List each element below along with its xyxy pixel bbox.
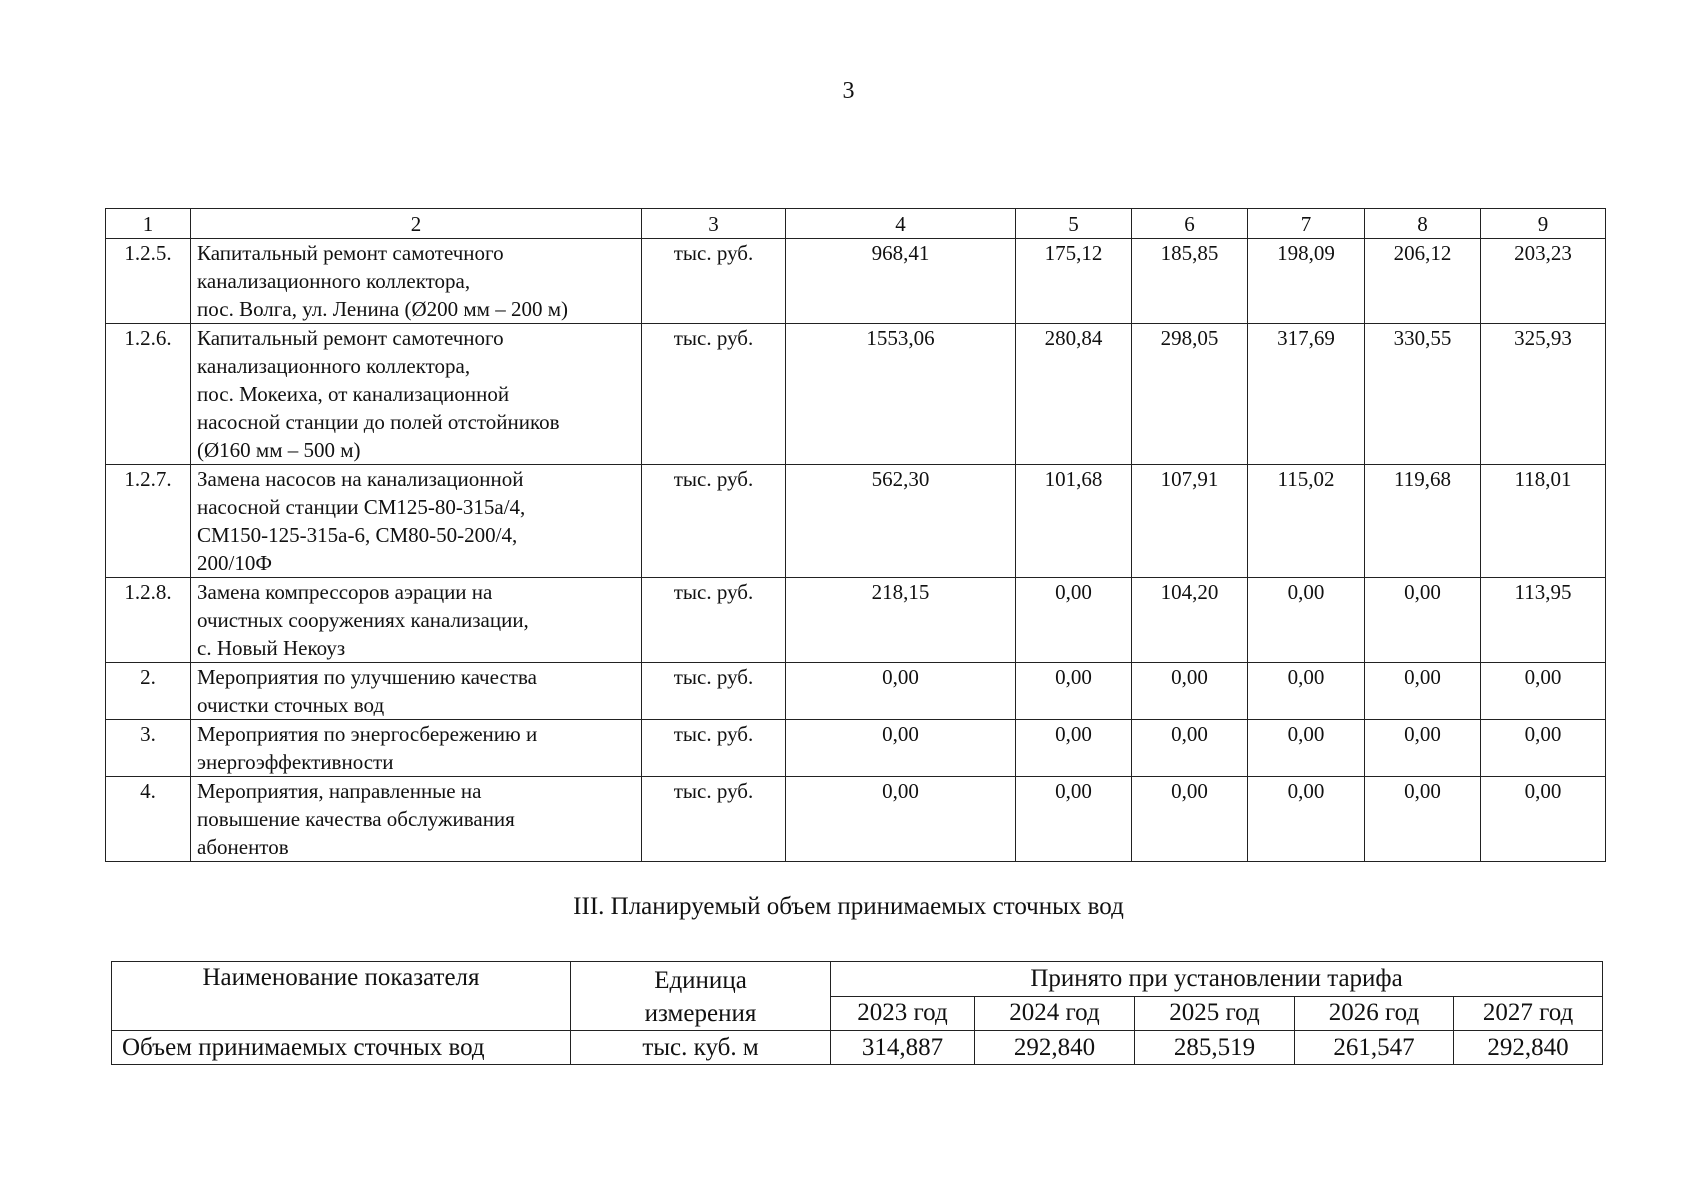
value-cell: 0,00 [1132,720,1248,777]
measure-name-line: с. Новый Некоуз [197,636,346,660]
year-header: 2023 год [831,996,975,1031]
value-cell: 0,00 [1132,777,1248,862]
measure-name-line: абонентов [197,835,289,859]
measure-name-line: энергоэффективности [197,750,394,774]
table-row [106,777,1606,862]
unit-cell: тыс. куб. м [571,1031,831,1065]
value-cell: 101,68 [1016,465,1132,578]
indicator-name: Объем принимаемых сточных вод [112,1031,571,1065]
value-cell: 185,85 [1132,239,1248,324]
measure-name-line: пос. Мокеиха, от канализационной [197,382,510,406]
value-cell: 0,00 [1248,663,1365,720]
unit-cell: тыс. руб. [642,663,786,720]
measure-name-line: Мероприятия по энергосбережению и [197,722,538,746]
value-cell: 113,95 [1481,578,1606,663]
measure-name-line: канализационного коллектора, [197,354,471,378]
value-cell: 104,20 [1132,578,1248,663]
column-number: 4 [786,209,1016,239]
measure-name-line: Мероприятия по улучшению качества [197,665,537,689]
value-cell: 0,00 [1481,720,1606,777]
value-cell: 198,09 [1248,239,1365,324]
value-cell: 292,840 [975,1031,1135,1065]
value-cell: 0,00 [1016,663,1132,720]
row-number: 1.2.6. [106,324,191,465]
page-number: 3 [842,78,855,104]
measure-name-line: насосной станции до полей отстойников [197,410,560,434]
value-cell: 330,55 [1365,324,1481,465]
measure-name [191,578,642,663]
value-cell: 0,00 [1248,777,1365,862]
year-header: 2027 год [1454,996,1603,1031]
value-cell: 0,00 [786,777,1016,862]
measure-name-line: канализационного коллектора, [197,269,471,293]
column-number-row [106,209,1606,239]
measure-name-line: насосной станции СМ125-80-315а/4, [197,495,526,519]
value-cell: 0,00 [1365,777,1481,862]
value-cell: 314,887 [831,1031,975,1065]
value-cell: 0,00 [1365,720,1481,777]
table-row [112,1031,1603,1065]
unit-cell: тыс. руб. [642,720,786,777]
row-number: 2. [106,663,191,720]
measure-name-line: Капитальный ремонт самотечного [197,241,504,265]
measure-name [191,720,642,777]
table-row [106,465,1606,578]
value-cell: 325,93 [1481,324,1606,465]
measure-name-line: очистки сточных вод [197,693,385,717]
column-number: 9 [1481,209,1606,239]
unit-cell: тыс. руб. [642,578,786,663]
column-number: 1 [106,209,191,239]
value-cell: 0,00 [786,720,1016,777]
unit-cell: тыс. руб. [642,465,786,578]
value-cell: 0,00 [1365,578,1481,663]
section-title: III. Планируемый объем принимаемых сточных вод [573,893,1124,920]
unit-cell: тыс. руб. [642,239,786,324]
tariff-group-header: Принято при установлении тарифа [831,962,1603,997]
value-cell: 1553,06 [786,324,1016,465]
measure-name-line: 200/10Ф [197,551,272,575]
column-number: 3 [642,209,786,239]
value-cell: 0,00 [1248,578,1365,663]
measure-name-line: очистных сооружениях канализации, [197,608,529,632]
table-row [106,324,1606,465]
measure-name [191,465,642,578]
value-cell: 261,547 [1295,1031,1454,1065]
measure-name-line: СМ150-125-315а-6, СМ80-50-200/4, [197,523,518,547]
row-number: 3. [106,720,191,777]
value-cell: 107,91 [1132,465,1248,578]
value-cell: 0,00 [1016,720,1132,777]
measure-name-line: повышение качества обслуживания [197,807,515,831]
table-row [106,720,1606,777]
value-cell: 0,00 [786,663,1016,720]
indicator-header: Наименование показателя [112,962,571,1031]
measure-name-line: пос. Волга, ул. Ленина (Ø200 мм – 200 м) [197,297,569,321]
value-cell: 175,12 [1016,239,1132,324]
value-cell: 0,00 [1132,663,1248,720]
table-row [106,578,1606,663]
measure-name-line: Капитальный ремонт самотечного [197,326,504,350]
value-cell: 206,12 [1365,239,1481,324]
measure-name-line: Замена компрессоров аэрации на [197,580,493,604]
measure-name-line: (Ø160 мм – 500 м) [197,438,361,462]
value-cell: 0,00 [1481,663,1606,720]
measure-name [191,324,642,465]
value-cell: 317,69 [1248,324,1365,465]
value-cell: 0,00 [1016,777,1132,862]
wastewater-volume-table [111,961,1603,1065]
column-number: 7 [1248,209,1365,239]
value-cell: 280,84 [1016,324,1132,465]
row-number: 1.2.5. [106,239,191,324]
column-number: 2 [191,209,642,239]
value-cell: 0,00 [1248,720,1365,777]
column-number: 6 [1132,209,1248,239]
table-row [106,239,1606,324]
year-header: 2024 год [975,996,1135,1031]
value-cell: 0,00 [1481,777,1606,862]
value-cell: 0,00 [1365,663,1481,720]
value-cell: 218,15 [786,578,1016,663]
row-number: 1.2.7. [106,465,191,578]
table-row [106,663,1606,720]
unit-cell: тыс. руб. [642,324,786,465]
measure-name-line: Мероприятия, направленные на [197,779,482,803]
year-header: 2025 год [1135,996,1295,1031]
value-cell: 203,23 [1481,239,1606,324]
measure-name [191,239,642,324]
row-number: 1.2.8. [106,578,191,663]
value-cell: 118,01 [1481,465,1606,578]
value-cell: 115,02 [1248,465,1365,578]
measure-name [191,663,642,720]
column-number: 5 [1016,209,1132,239]
row-number: 4. [106,777,191,862]
header-row [112,962,1603,997]
value-cell: 298,05 [1132,324,1248,465]
value-cell: 0,00 [1016,578,1132,663]
measure-name [191,777,642,862]
year-header: 2026 год [1295,996,1454,1031]
unit-header-line: измерения [644,1000,757,1027]
value-cell: 968,41 [786,239,1016,324]
column-number: 8 [1365,209,1481,239]
unit-header-line: Единица [654,967,747,994]
value-cell: 285,519 [1135,1031,1295,1065]
investment-measures-table [105,208,1606,862]
unit-header [571,962,831,1031]
value-cell: 562,30 [786,465,1016,578]
value-cell: 119,68 [1365,465,1481,578]
value-cell: 292,840 [1454,1031,1603,1065]
unit-cell: тыс. руб. [642,777,786,862]
measure-name-line: Замена насосов на канализационной [197,467,524,491]
